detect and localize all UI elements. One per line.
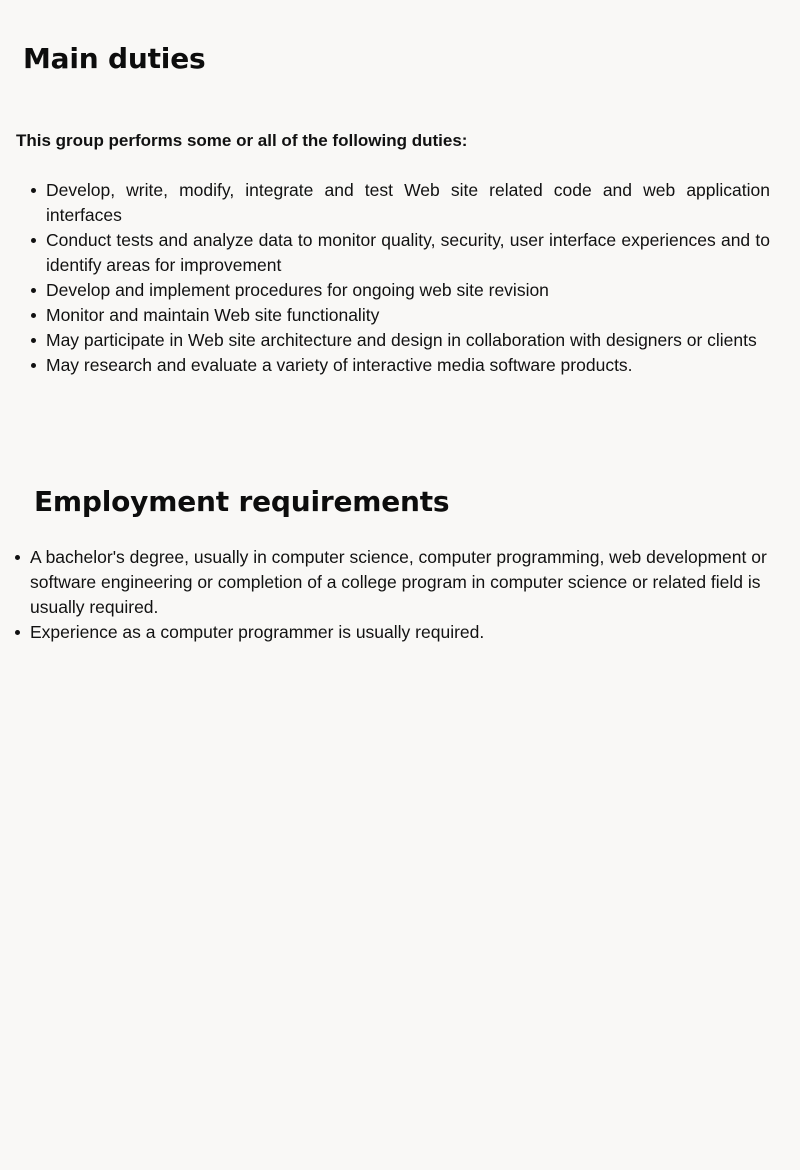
duty-list-item: Develop and implement procedures for ongoing web site revision — [46, 278, 770, 303]
employment-requirements-heading: Employment requirements — [34, 485, 450, 518]
main-duties-heading: Main duties — [23, 42, 206, 75]
duties-list — [46, 178, 770, 378]
duties-intro-text: This group performs some or all of the following duties: — [16, 131, 468, 150]
duty-list-item: Monitor and maintain Web site functionality — [46, 303, 770, 328]
duty-list-item: Conduct tests and analyze data to monitor quality, security, user interface experiences and to identify areas for improvement — [46, 228, 770, 278]
duty-list-item: May research and evaluate a variety of interactive media software products. — [46, 353, 770, 378]
requirement-list-item: A bachelor's degree, usually in computer science, computer programming, web development or software engineering or completion of a college program in computer science or related field is usually required. — [30, 545, 792, 620]
requirement-list-item: Experience as a computer programmer is usually required. — [30, 620, 792, 645]
duty-list-item: May participate in Web site architecture and design in collaboration with designers or clients — [46, 328, 770, 353]
duty-list-item: Develop, write, modify, integrate and test Web site related code and web application interfaces — [46, 178, 770, 228]
requirements-list — [30, 545, 792, 645]
